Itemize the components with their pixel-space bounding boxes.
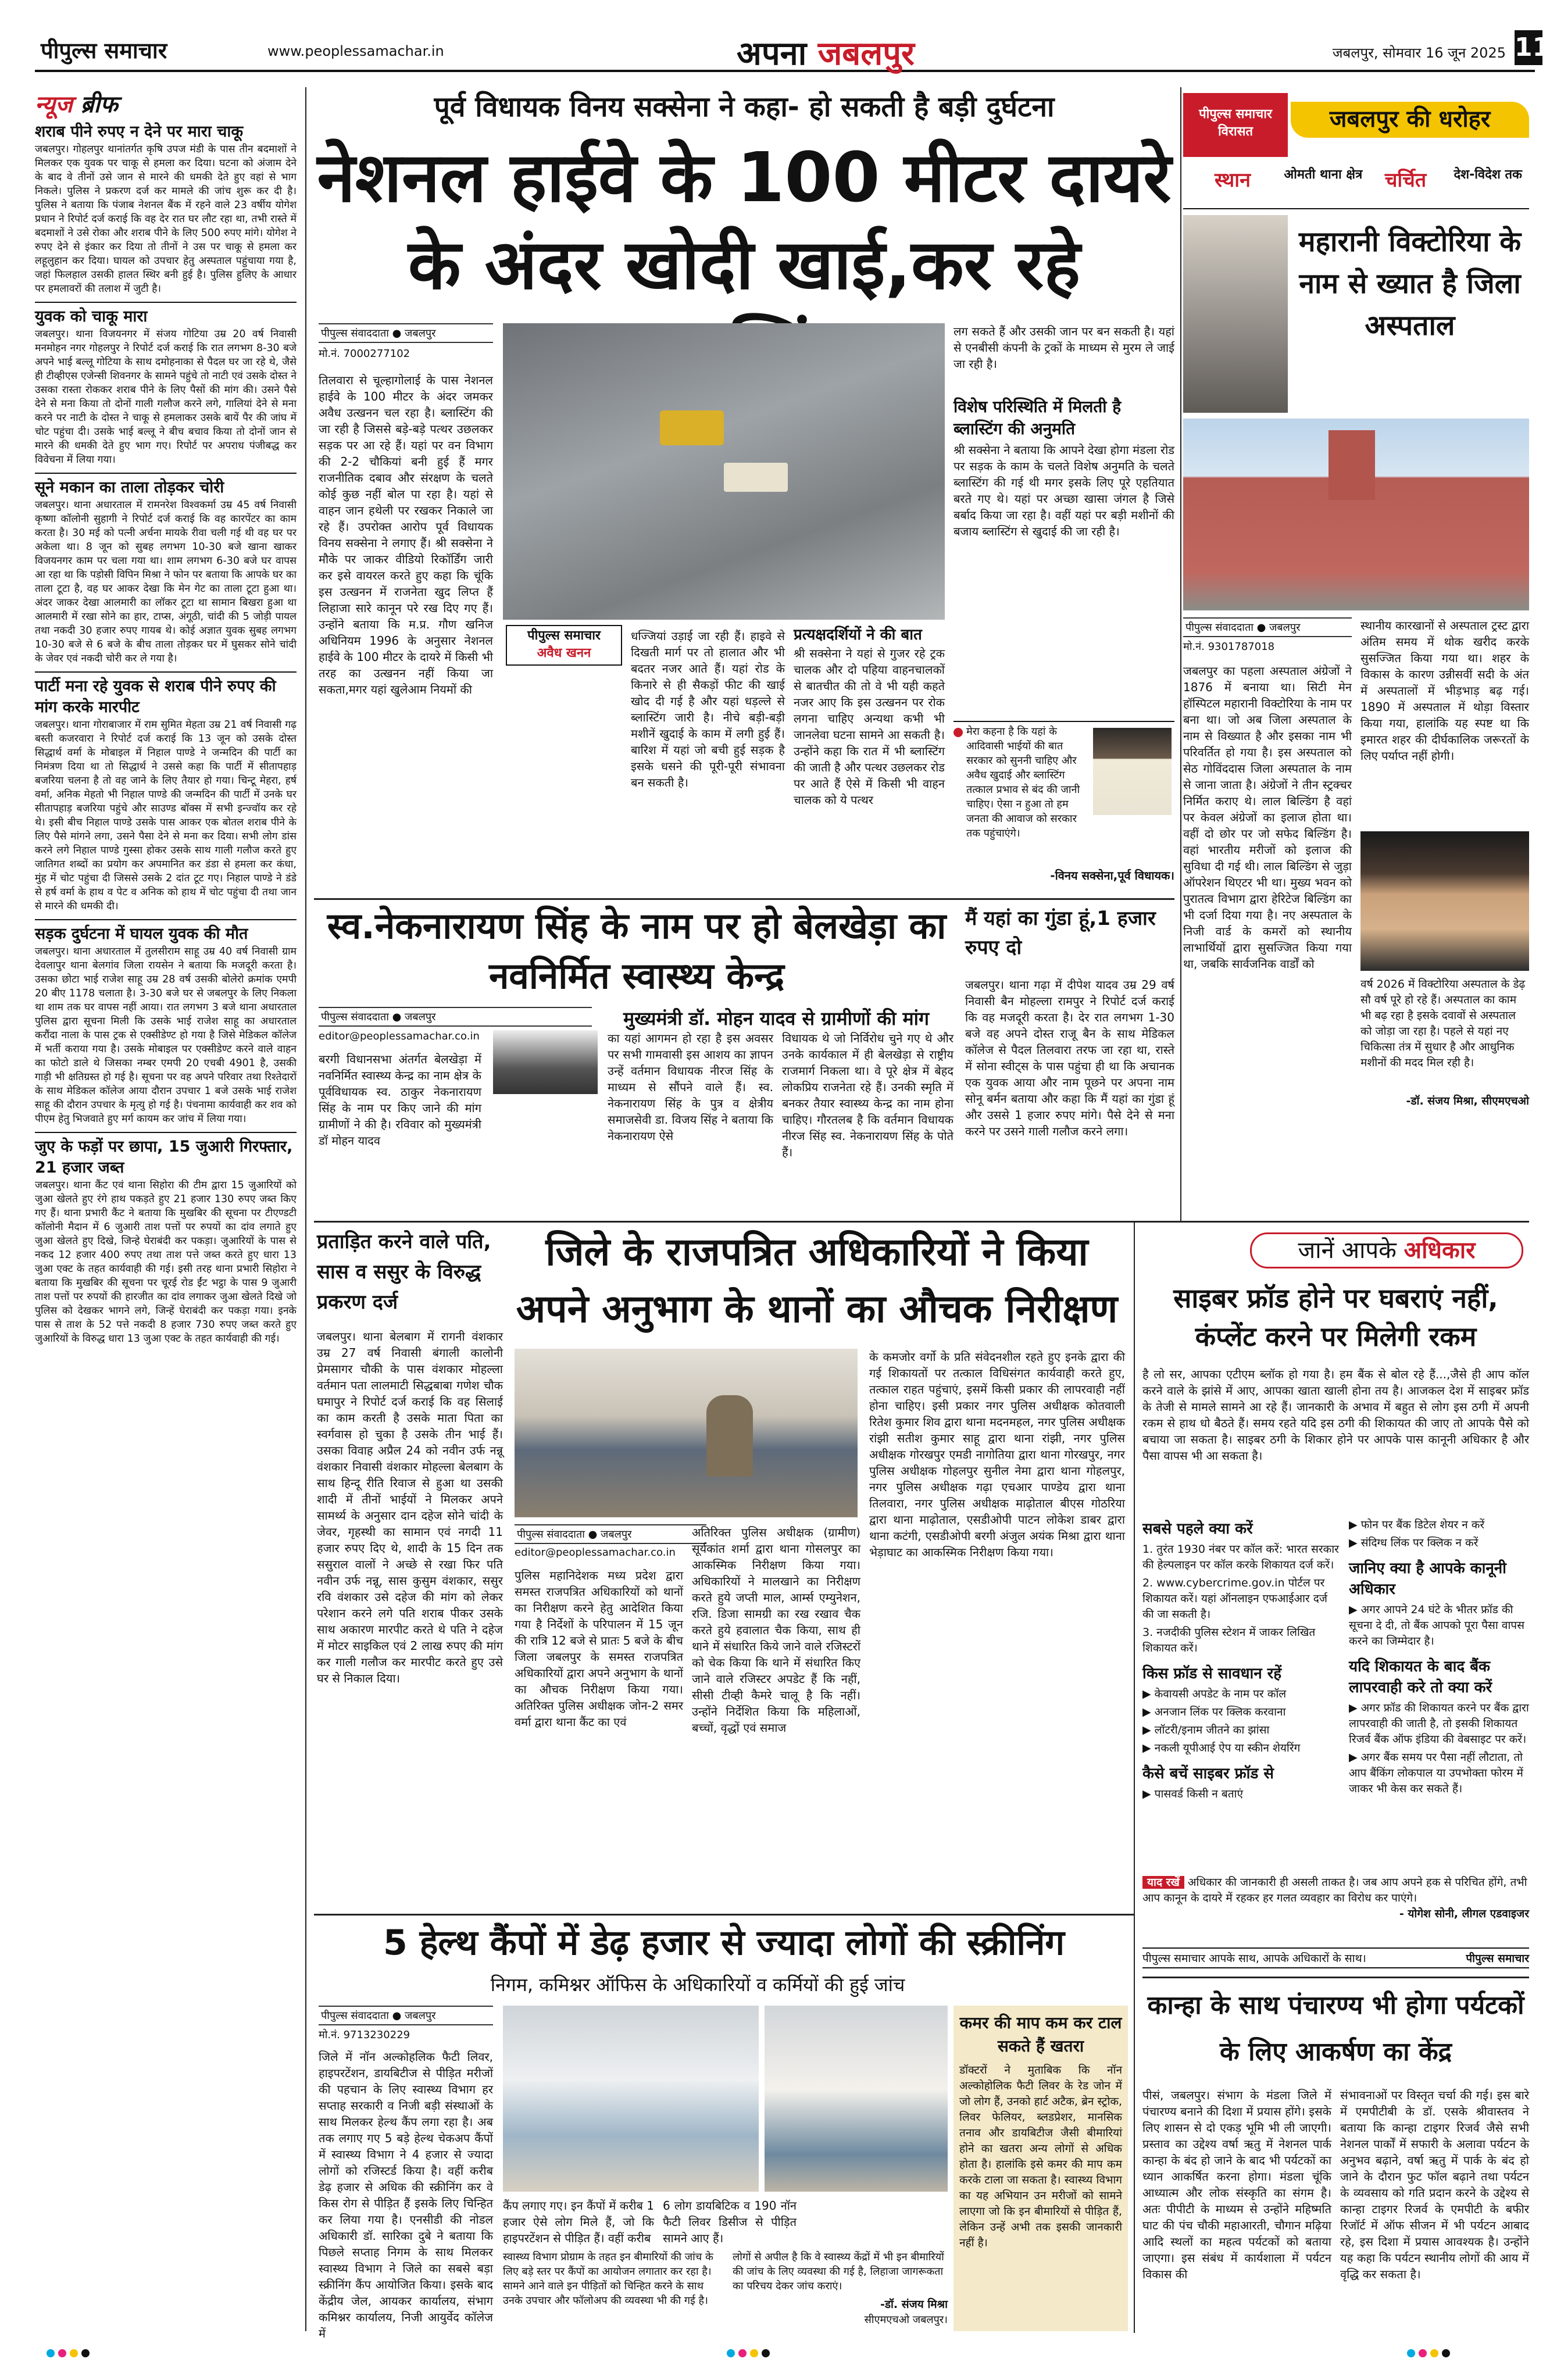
rights-careful-items — [1142, 1686, 1340, 1756]
news-brief-label-a: न्यूज — [35, 91, 73, 118]
section-title — [686, 30, 965, 73]
rights-label-a: जानें आपके — [1298, 1237, 1397, 1264]
goonda-headline: मैं यहां का गुंडा हूं,1 हजार रुपए दो — [965, 907, 1156, 959]
color-registration-right — [1407, 2349, 1523, 2366]
health-col1: जिले में नॉन अल्कोहलिक फैटी लिवर, हाइपरटेंशन, डायबिटीज से पीड़ित मरीजों की पहचान के लिए स्वास्थ्य विभाग हर सप्ताह सरकारी व निजी बड़ी संस्थाओं के साथ मिलकर हेल्थ कैंप लगा रहा है। अब तक लगाए गए 5 बड़े हेल्थ चेकअप कैंपों में स्वास्थ्य विभाग ने 4 हजार से ज्यादा लोगों को रजिस्टर्ड किया है। वहीं करीब डेढ़ हजार से अधिक की स्क्रीनिंग कर वे किस रोग से पीड़ित हैं इसके लिए चिन्हित कर लिया गया है। एनसीडी की नोडल अधिकारी डॉ. सारिका दुबे ने बताया कि पिछले सप्ताह निगम के साथ मिलकर स्वास्थ्य विभाग ने जिले का सबसे बड़ा स्क्रीनिंग कैंप आयोजित किया। इसके बाद केंद्रीय जेल, आयकर कार्यालय, संभाग कमिश्नर कार्यालय, निजी आयुर्वेद कॉलेज में — [319, 2050, 493, 2340]
kanha-headline: कान्हा के साथ पंचारण्य भी होगा पर्यटकों के लिए आकर्षण का केंद्र — [1147, 1991, 1524, 2067]
dowry-headline: प्रताड़ित करने वाले पति, सास व ससुर के विरुद्ध प्रकरण दर्ज — [317, 1230, 491, 1314]
lead-col1: तिलवारा से चूल्हागोलाई के पास नेशनल हाईवे के 100 मीटर के अंदर जमकर अवैध उत्खनन चल रहा है। ब्लास्टिंग की जा रही है जिससे बड़े-बड़े पत्थर उछलकर सड़क पर आ रहे हैं। यहां पर वन विभाग की 2-2 चौकियां बनी हुई हैं मगर राजनीतिक दबाव और संरक्षण के चलते कोई कुछ नहीं बोल पा रहा है। यहां से वाहन जान हथेली पर रखकर निकाले जा रहे हैं। उपरोक्त आरोप पूर्व विधायक विनय सक्सेना ने लगाए हैं। श्री सक्सेना ने मौके पर जाकर वीडियो रिकॉर्डिंग जारी कर इसे वायरल करते हुए कहा कि चूंकि इस उत्खनन में राजनेता खुद लिप्त हैं लिहाजा सारे कानून परे रख दिए गए हैं। उन्होंने बताया कि म.प्र. गौण खनिज अधिनियम 1996 के अनुसार नेशनल हाईवे के 100 मीटर के दायरे में किसी भी तरह का उत्खनन नहीं किया जा सकता,मगर यहां खुलेआम नियमों की — [319, 373, 493, 696]
rights-list-item: ▶ केवायसी अपडेट के नाम पर कॉल — [1142, 1688, 1287, 1700]
nekanarayan-photo — [493, 1030, 598, 1094]
nekanarayan-col2: का यहां आगमन हो रहा है इस अवसर पर सभी गामवासी इस आशय का ज्ञापन उन्हें वर्तमान विधायक नीरज सिंह के माध्यम से सौंपने वाले हैं। स्व. नेकनारायण सिंह के पुत्र व क्षेत्रीय समाजसेवी डा. विजय सिंह ने बताया कि नेकनारायण ऐसे — [608, 1031, 773, 1143]
rights-list-item: 2. www.cybercrime.gov.in पोर्टल पर शिकायत करें। यहां ऑनलाइन एफआईआर दर्ज की जा सकती है। — [1142, 1577, 1327, 1621]
rights-list-item: 1. तुरंत 1930 नंबर पर कॉल करें: भारत सरकार की हेल्पलाइन पर कॉल करके शिकायत दर्ज करें। — [1142, 1543, 1339, 1571]
rights-left-col — [1142, 1517, 1340, 1866]
rights-complaint-title: यदि शिकायत के बाद बैंक लापरवाही करे तो क्या करें — [1349, 1658, 1492, 1696]
rights-footer-brand: पीपुल्स समाचार — [1466, 1952, 1529, 1965]
saxena-photo — [1093, 728, 1172, 815]
black-dot-icon — [762, 2349, 770, 2357]
yellow-dot-icon — [1430, 2349, 1438, 2357]
health-col2: कैंप लगाए गए। इन कैंपों में करीब 1 हजार ऐसे लोग मिले हैं, जो कि हाइपरटेंशन से पीड़ित हैं। वहीं करीब — [503, 2199, 654, 2245]
heritage-quote-author: -डॉ. संजय मिश्रा, सीएमएचओ — [1406, 1095, 1529, 1107]
rights-headline: साइबर फ्रॉड होने पर घबराएं नहीं, कंप्लेंट करने पर मिलेगी रकम — [1173, 1282, 1498, 1352]
illegal-mining-label — [506, 625, 622, 666]
rights-list-item: ▶ अगर आपने 24 घंटे के भीतर फ्रॉड की सूचना दे दी, तो बैंक आपको पूरा पैसा वापस करने का जिम्मेदार है। — [1349, 1603, 1524, 1648]
lead-mobile: मो.नं. 7000277102 — [319, 348, 410, 360]
nekanarayan-col3: विधायक थे जो निर्विरोध चुने गए थे और उनके कार्यकाल में ही बेलखेड़ा से राष्ट्रीय राजमार्ग निकला था। वे पूरे क्षेत्र में बेहद लोकप्रिय राजनेता रहे हैं। उनकी स्मृति में बनकर तैयार स्वास्थ्य केन्द्र का नाम होना चाहिए। गौरतलब है कि वर्तमान विधायक नीरज सिंह स्व. नेकनारायण सिंह के पोते हैं। — [782, 1031, 954, 1159]
brief-headline: पार्टी मना रहे युवक से शराब पीने रुपए की मांग करके मारपीट — [35, 671, 297, 718]
black-dot-icon — [1442, 2349, 1450, 2357]
heritage-tab-world: देश-विदेश तक — [1454, 167, 1522, 182]
brief-body: जबलपुर। थाना कैंट एवं थाना सिहोरा की टीम द्वारा 15 जुआरियों को जुआ खेलते हुए रंगे हाथ पकड़ते हुए 21 हजार 130 रुपए जब्त किए गए हैं। थाना प्रभारी कैंट ने बताया कि मुखबिर की सूचना पर टीएण्डटी कॉलोनी मैदान में 6 जुआरी ताश पत्तों पर रुपयों का दांव लगाते हुए जुआ खेलते हुए दिखे, जिन्हे घेराबंदी कर पकड़ा। जुआरियों के पास से नकद 12 हजार 400 रुपए तथा ताश पत्ते जब्त करते हुए धारा 13 जुआ एक्ट के तहत कार्यवाही की गई। इसी तरह थाना प्रभारी सिहोरा ने बताया कि मुखबिर की सूचना पर चूरई रोड ईंट भट्ठा के पास 9 जुआरी ताश पत्तों पर रुपयों की हारजीत का दांव लगाकर जुआ खेलते दिखे जो पुलिस को देखकर भागने लगे, जिन्हें घेराबंदी कर पकड़ा गया। इनके पास से ताश के 52 पत्ते नकदी 8 हजार 730 रुपए जब्त करते हुए जुआरियों के विरुद्ध धारा 13 जुआ एक्ट के तहत कार्यवाही की गई। — [35, 1180, 297, 1345]
rights-list-item: 3. नजदीकी पुलिस स्टेशन में जाकर लिखित शिकायत करें। — [1142, 1626, 1316, 1654]
color-registration-left — [47, 2349, 163, 2366]
heritage-tab-place: स्थान — [1215, 169, 1251, 192]
quote-icon — [954, 728, 963, 737]
inspection-col1: पुलिस महानिदेशक मध्य प्रदेश द्वारा समस्त राजपत्रित अधिकारियों को थानों का निरीक्षण करने हेतु आदेशित किया गया है निर्देशों के परिपालन में 15 जून की रात्रि 12 बजे से प्रातः 5 बजे के बीच जिला जबलपुर के समस्त राजपत्रित अधिकारियों द्वारा अपने अनुभाग के थानों का औचक निरीक्षण किया गया। अतिरिक्त पुलिस अधीक्षक जोन-2 समर वर्मा द्वारा थाना कैंट का एवं — [515, 1568, 683, 1729]
brief-body: जबलपुर। थाना गोराबाजार में राम सुमित मेहता उम्र 21 वर्ष निवासी गढ़ बस्ती कजरवारा ने रिपोर्ट दर्ज कराई कि 13 जून को उसके दोस्त सिद्धार्थ वर्मा के मोबाइल में निहाल पाण्डे ने जन्मदिन की पार्टी का निमंत्रण दिया था तो सिद्धार्थ ने उससे कहा कि पार्टी में सीतापहाड़ बजरिया चलना है तो वह जाने के लिए तैयार हो गया। चिन्टू मेहरा, हर्ष वर्मा, अनिक मेहतो भी निहाल पाण्डे की जन्मदिन की पार्टी में उनके घर सीतापहाड़ बजरिया पहुंचे और साउण्ड बॉक्स में सभी इन्ज्वॉय कर रहे थे। इसी बीच निहाल पाण्डे उसके पास आकर एक बोतल शराब पीने के लिए पैसे मांगने लगा, उसने पैसा देने से मना कर दिया। सभी लोग डांस करने लगे निहाल पाण्डे गुस्सा होकर उसके साथ गाली गलौज करते हुए जातिगत शब्दों का प्रयोग कर अपमानित कर डंडा से हमला कर कंधा, मुंह में चोट पहुंचा दी जिससे उसके 2 दांत टूट गए। निहाल पाण्डे ने डंडे से हर्ष वर्मा के हाथ व पेट व अनिक को हाथ में चोट पहुंचा दी तथा जान से मारने की धमकी दी। — [35, 719, 297, 912]
victoria-hospital-photo — [1183, 419, 1529, 610]
brief-body: जबलपुर। थाना विजयनगर में संजय गोटिया उम्र 20 वर्ष निवासी मनमोहन नगर गोहलपुर ने रिपोर्ट दर्ज कराई कि रात लगभग 8-30 बजे अपने भाई बल्लू गोटिया के साथ दमोहनाका से पैदल घर जा रहे थे, जैसे ही टीव्हीएस एजेन्सी शिवनगर के सामने पहुंचे तो नाटी एवं उसके दोस्त ने उसका रास्ता रोककर शराब पीने के लिए पैसों की मांग की। उसने पैसे देने से मना किया तो दोनों गाली गलौज करने लगे, गालियां देने से मना करने पर नाटी के दोस्त ने चाकू से हमलाकर उसके बायें पैर की जांघ में चोट पहुंचा दी। उसके भाई बल्लू ने बीच बचाव किया तो दोनों जान से मारने की धमकी देते हुए भाग गए। रिपोर्ट पर अपराध पंजीबद्ध कर विवेचना में लिया गया। — [35, 328, 297, 466]
dowry-body: जबलपुर। थाना बेलबाग में रागनी वंशकार उम्र 27 वर्ष निवासी बंगाली कालोनी प्रेमसागर चौकी के पास वंशकार मोहल्ला वर्तमान पता लालमाटी सिद्धबाबा गणेश चौक घमापुर ने रिपोर्ट दर्ज कराई कि वह सिलाई का काम करती है उसके माता पिता का स्वर्गवास हो चुका है उसके तीन भाई हैं। उसका विवाह अप्रैल 24 को नवीन उर्फ नन्नू वंशकार निवासी वंशकार मोहल्ला बेलबाग के साथ हिन्दू रीति रिवाज से हुआ था उसकी शादी में तीनों भाईयों ने मिलकर अपने सामर्थ्य के अनुसार दान दहेज सोने चांदी के जेवर, गृहस्थी का सामान एवं नगदी 11 हजार रुपए दिए थे, शादी के 15 दिन तक ससुराल वालों ने अच्छे से रखा फिर पति नवीन उर्फ नन्नू, सास कुसुम वंशकार, ससुर रवि वंशकार उसे दहेज की मांग को लेकर परेशान करने लगे पति शराब पीकर उसके साथ अकारण मारपीट करते थे पति ने दहेज में मोटर साइकिल एवं 2 लाख रुपए की मांग कर गाली गलौज कर मारपीट करते हुए उसे घर से निकाल दिया। — [317, 1330, 503, 1685]
lead-byline: पीपुल्स संवाददाता ● जबलपुर — [319, 323, 493, 343]
lead-col4: लग सकते हैं और उसकी जान पर बन सकती है। यहां से एनबीसी कंपनी के ट्रकों के माध्यम से मुरम ले जाई जा रही है। — [954, 324, 1174, 371]
color-registration-center — [727, 2349, 843, 2366]
heritage-tab-famous: चर्चित — [1384, 169, 1427, 192]
heritage-col1: जबलपुर का पहला अस्पताल अंग्रेजों ने 1876 में बनाया था। सिटी मेन हॉस्पिटल महारानी विक्टोरिया के नाम पर बना था। जो अब जिला अस्पताल के नाम से विख्यात है और इसका नाम भी परिवर्तित हो गया है। इस अस्पताल को सेठ गोविंददास जिला अस्पताल के नाम से जाना जाता है। अंग्रेजों ने तीन स्ट्रक्चर निर्मित कराए थे। लाल बिल्डिंग है वहां पर केवल अंग्रेजों का इलाज होता था। वहीं दो छोर पर जो सफेद बिल्डिंग है। वहां भारतीय मरीजों को इलाज की सुविधा दी गई थी। लाल बिल्डिंग से जुड़ा ऑपरेशन थिएटर भी था। मुख्य भवन को पुरातत्व विभाग द्वारा हेरिटेज बिल्डिंग का भी दर्जा दिया गया है। नए अस्पताल के निजी वार्ड के कमरों को स्थानीय लाभार्थियों द्वारा सुसज्जित किया गया था, जबकि सार्वजनिक वार्डों को — [1183, 664, 1352, 971]
health-byline: पीपुल्स संवाददाता ● जबलपुर — [319, 2006, 493, 2025]
rights-list-item: ▶ संदिग्ध लिंक पर क्लिक न करें — [1349, 1536, 1479, 1549]
rights-note-label: याद रखें — [1142, 1876, 1184, 1889]
rights-avoid-title: कैसे बचें साइबर फ्रॉड से — [1142, 1765, 1274, 1782]
mining-photo — [503, 323, 945, 620]
goonda-body: जबलपुर। थाना गढ़ा में दीपेश यादव उम्र 29 वर्ष निवासी बैन मोहल्ला रामपुर ने रिपोर्ट दर्ज कराई कि वह मजदूरी करता है। देर रात लगभग 1-30 बजे वह अपने दोस्त राजू बैन के साथ मेडिकल कॉलेज से पैदल तिलवारा तरफ जा रहा था, रास्ते में सोना स्वीट्स के पास पहुंचा ही था कि अचानक एक युवक आया और नाम पूछने पर अपना नाम सोनू बर्मन बताया और कहा कि मैं यहां का गुंडा हूं और उससे 1 हजार रुपए मांगे। पैसे देने से मना करने पर उसने गाली गलौज करने लगा। — [965, 978, 1174, 1138]
heritage-title: जबलपुर की धरोहर — [1291, 102, 1529, 138]
page-number: 11 — [1515, 30, 1542, 65]
lead-col4b: श्री सक्सेना ने बताया कि आपने देखा होगा मंडला रोड पर सड़क के काम के चलते विशेष अनुमति के चलते ब्लास्टिंग की गई थी मगर इसके लिए पूरे एहतियात बरते गए थे। यहां पर अच्छा खासा जंगल है जिसे बर्बाद किया जा रहा है। वहीं यहां पर बड़ी मशीनों की बजाय ब्लास्टिंग से खुदाई की जा रही है। — [954, 443, 1174, 538]
section-title-b: जबलपुर — [817, 35, 915, 73]
health-subhead: निगम, कमिश्नर ऑफिस के अधिकारियों व कर्मियों की हुई जांच — [490, 1974, 905, 1996]
rights-list-item: ▶ अनजान लिंक पर क्लिक करवाना — [1142, 1706, 1286, 1718]
rights-list-item: ▶ नकली यूपीआई ऐप या स्कीन शेयरिंग — [1142, 1742, 1301, 1754]
health-quote-role: सीएमएचओ जबलपुर। — [864, 2314, 948, 2326]
rights-list-item: ▶ अगर बैंक समय पर पैसा नहीं लौटाता, तो आप बैंकिंग लोकपाल या उपभोक्ता फोरम में जाकर भी केस कर सकते हैं। — [1349, 1751, 1523, 1795]
issue-date: जबलपुर, सोमवार 16 जून 2025 — [1332, 45, 1506, 61]
rights-intro: है लो सर, आपका एटीएम ब्लॉक हो गया है। हम बैंक से बोल रहे हैं...,जैसे ही आप कॉल करने वाले के झांसे में आए, आपका खाता खाली होना तय है। आजकल देश में साइबर फ्रॉड के तेजी से मामले सामने आ रहे हैं। जानकारी के अभाव में बहुत से लोग इस ठगी में अपनी रकम से हाथ धो बैठते हैं। समय रहते यदि इस ठगी की शिकायत की जाए तो आपके पैसे को बचाया जा सकता है। साइबर ठगी के शिकार होने पर आपके पास कानूनी अधिकार है और पैसा वापस भी आ सकता है। — [1142, 1367, 1529, 1463]
heritage-badge: पीपुल्स समाचार विरासत — [1183, 93, 1288, 157]
rights-complaint-items — [1349, 1700, 1529, 1797]
sanjay-mishra-photo — [1360, 831, 1529, 971]
lead-quote-box — [954, 721, 1174, 895]
nekanarayan-byline: पीपुल्स संवाददाता ● जबलपुर — [319, 1007, 592, 1027]
news-brief-label — [35, 87, 297, 119]
inspection-col2: अतिरिक्त पुलिस अधीक्षक (ग्रामीण) सूर्यकांत शर्मा द्वारा थाना गोसलपुर का आकस्मिक निरीक्षण किया गया। अधिकारियों ने मालखाने का निरीक्षण करते हुये जप्ती माल, आर्म्स एम्युनेशन, रजि. डिजा सामग्री का रख रखाव चैक करते हुये हवालात चैक किया, साथ ही थाने में संधारित किये जाने वाले रजिस्टरों को चेक किया कि थाने में संधारित किए जाने वाले रजिस्टर अपडेट हैं कि नहीं, सीसी टीव्ही कैमरे चालू है कि नहीं। उन्होंने निर्देशित किया कि महिलाओं, बच्चों, वृद्धों एवं समाज — [692, 1525, 860, 1735]
yellow-dot-icon — [750, 2349, 758, 2357]
illegal-mining-label-b: अवैध खनन — [537, 646, 591, 660]
heritage-col2: स्थानीय कारखानों से अस्पताल ट्रस्ट द्वारा अंतिम समय में थोक खरीद करके सुसज्जित किया गया था। शहर के विकास के कारण उन्नीसवीं सदी के अंत में अस्पतालों में भीड़भाड़ बढ़ गई। 1890 में अस्पताल में थोड़ा विस्तार किया गया, हालांकि यह स्पष्ट था कि इमारत शहर की दीर्घकालिक जरूरतों के लिए पर्याप्त नहीं होगी। — [1360, 619, 1529, 763]
inspection-email[interactable]: editor@peoplessamachar.co.in — [515, 1546, 676, 1559]
news-brief-label-b: ब्रीफ — [80, 91, 118, 118]
heritage-quote: वर्ष 2026 में विक्टोरिया अस्पताल के डेढ़ सौ वर्ष पूरे हो रहे हैं। अस्पताल का काम भी बढ़ रहा है इसके दवावों से अस्पताल को जोड़ा जा रहा है। पहले से यहां नए चिकित्सा तंत्र में सुधार है और आधुनिक मशीनों की मदद मिल रही है। — [1360, 978, 1526, 1069]
brief-body: जबलपुर। थाना अधारताल में तुलसीराम साहू उम्र 40 वर्ष निवासी ग्राम देवलापुर थाना बेलगांव जिला रायसेन ने बताया कि मजदूरी करता है। उसका छोटा भाई राजेश साहू उम्र 28 वर्ष उसकी बोलेरो क्रमांक एमपी 20 बीए 1178 चलाता है। 3-30 बजे घर से जबलपुर के लिए निकला था शाम तक घर वापस नहीं आया। रात लगभग 3 बजे थाना अधारताल पुलिस द्वारा सूचना मिली कि उसके भाई राजेश साहू का अधारताल करौंदा नाला के पास ट्रक से एक्सीडेण्ट हो गया है जिसे मेडिकल कॉलेज में भर्ती कराया गया है। उसके मोबाइल पर एक्सीडेण्ट करने वाले वाहन का फोटो डाले थे जिसका नम्बर एमपी 20 एचबी 4901 है, उसकी गाड़ी भी क्षतिग्रस्त हो गई है। सूचना पर वह अपने परिवार तथा रिश्तेदारों के साथ मेडिकल कॉलेज आया दौरान उपचार 1 बजे उसके भाई राजेश साहू की दौरान उपचार के मृत्यु हो गई है। पंचनामा कार्यवाही कर शव को पीएम हेतु भिजवाते हुए मर्ग कायम कर जांच में लिया गया। — [35, 946, 297, 1125]
health-quote-author: -डॉ. संजय मिश्रा — [880, 2298, 948, 2311]
news-brief-list — [35, 121, 297, 1346]
rights-careful-title: किस फ्रॉड से सावधान रहें — [1142, 1665, 1282, 1682]
lead-sub2: विशेष परिस्थिति में मिलती है ब्लास्टिंग की अनुमति — [954, 397, 1122, 438]
rights-note — [1142, 1875, 1529, 1945]
magenta-dot-icon — [58, 2349, 66, 2357]
rights-note-author: - योगेश सोनी, लीगल एडवाइजर — [1399, 1907, 1529, 1920]
rights-first-title: सबसे पहले क्या करें — [1142, 1520, 1253, 1538]
lead-quote-author: -विनय सक्सेना,पूर्व विधायक। — [1050, 869, 1174, 882]
nekanarayan-col1: बरगी विधानसभा अंतर्गत बेलखेड़ा में नवनिर्मित स्वास्थ्य केन्द्र का नाम क्षेत्र के पूर्वविधायक स्व. ठाकुर नेकनारायण सिंह के नाम पर किए जाने की मांग ग्रामीणों ने की है। रविवार को मुख्यमंत्री डॉ मोहन यादव — [319, 1052, 481, 1148]
officer-shape — [706, 1395, 753, 1477]
waist-body: डॉक्टरों ने मुताबिक कि नॉन अल्कोहोलिक फैटी लिवर के रेड जोन में जो लोग हैं, उनको हार्ट अटैक, ब्रेन स्ट्रोक, लिवर फेलियर, ब्लडप्रेशर, मानसिक तनाव और डायबिटीज जैसी बीमारियां होने का खतरा अन्य लोगों से अधिक होता है। हालांकि इसे कमर की माप कम करके टाला जा सकता है। स्वास्थ्य विभाग का यह अभियान उन मरीजों को सामने लाएगा जो कि इन बीमारियों से पीड़ित हैं, लेकिन उन्हें अभी तक इसकी जानकारी नहीं है। — [959, 2064, 1122, 2249]
lead-kicker: पूर्व विधायक विनय सक्सेना ने कहा- हो सकती है बड़ी दुर्घटना — [434, 91, 1055, 123]
lead-col2: धज्जियां उड़ाई जा रही हैं। हाइवे से दिखती मार्ग पर तो हालात और भी बदतर नजर आते हैं। यहां रोड के किनारे से ही सैकड़ों फीट की खाई खोद दी गई है और यहां धड़ल्ले से ब्लास्टिंग जारी है। नीचे बड़ी-बड़ी मशीनें खुदाई के काम में लगी हुई हैं। बारिश में यहां जो बची हुई सड़क है इसके धसने की पूरी-पूरी संभावना बन सकती है। — [631, 629, 785, 789]
brief-headline: सड़क दुर्घटना में घायल युवक की मौत — [35, 919, 297, 945]
news-brief-column — [35, 87, 297, 2331]
hospital-entrance-photo — [1183, 215, 1288, 413]
rights-avoid-items — [1142, 1786, 1340, 1802]
health-col3: 6 लोग डायबिटिक व 190 नॉन फैटी लिवर डिसीज से पीड़ित सामने आए हैं। — [663, 2199, 797, 2245]
kanha-col2: संभावनाओं पर विस्तृत चर्चा की गई। इस बारे में एमपीटीबी के डॉ. एसके श्रीवास्तव ने बताया कि कान्हा टाइगर रिजर्व जैसे सभी नेशनल पार्कों में सफारी के अलावा पर्यटन के अनुभव बढ़ाने, वर्षा ऋतु में पार्क के बंद हो जाने के दौरान फुट फॉल बढ़ाने तथा पर्यटन के व्यवसाय को गति प्रदान करने के उद्देश्य से कान्हा टाइगर रिजर्व के एमपीटी के बफीर रिजॉर्ट में ऑफ सीजन में भी पर्यटन आबाद रहे, इस दिशा में प्रयास आवश्यक है। उन्होंने यह कहा कि पर्यटन स्थानीय लोगों की आय में वृद्धि कर सकता है। — [1340, 2088, 1529, 2281]
rights-list-item: ▶ फोन पर बैंक डिटेल शेयर न करें — [1349, 1518, 1485, 1531]
brief-headline: शराब पीने रुपए न देने पर मारा चाकू — [35, 123, 244, 141]
rights-right-col — [1349, 1517, 1529, 1866]
lead-quote: मेरा कहना है कि यहां के आदिवासी भाईयों की बात सरकार को सुननी चाहिए और अवैध खुदाई और ब्लास्टिंग तत्काल प्रभाव से बंद की जानी चाहिए। ऐसा न हुआ तो हम जनता की आवाज को सरकार तक पहुंचाएंगे। — [966, 726, 1080, 839]
black-dot-icon — [81, 2349, 90, 2357]
brand-url[interactable]: www.peoplessamachar.in — [267, 43, 444, 59]
heritage-byline: पीपुल्स संवाददाता ● जबलपुर — [1183, 617, 1352, 637]
magenta-dot-icon — [738, 2349, 747, 2357]
health-camp-photo — [503, 2006, 759, 2192]
rights-footer-text: पीपुल्स समाचार आपके साथ, आपके अधिकारों के साथ। — [1142, 1952, 1366, 1965]
health-quote: स्वास्थ्य विभाग प्रोग्राम के तहत इन बीमारियों की जांच के लिए बड़े स्तर पर कैंपों का आयोजन लगातार कर रहा है। सामने आने वाले इन पीड़ितों को चिन्हित करने के साथ उनके उपचार और फॉलोअप की व्यवस्था भी की गई है। — [503, 2251, 713, 2307]
section-title-a: अपना — [737, 35, 807, 73]
rights-legal-title: जानिए क्या है आपके कानूनी अधिकार — [1349, 1560, 1506, 1598]
brief-body: जबलपुर। गोहलपुर थानांतर्गत कृषि उपज मंडी के पास तीन बदमाशों ने मिलकर एक युवक पर चाकू से हमला कर दिया। घटना को अंजाम देने के बाद वे तीनों उसे जान से मारने की धमकी देते हुए वहां से भाग निकले। पुलिस ने प्रकरण दर्ज कर मामले की जांच शुरू कर दी है। पुलिस ने बताया कि पंजाब नेशनल बैंक में रहने वाले 23 वर्षीय योगेश प्रधान ने रिपोर्ट दर्ज कराई कि वह देर रात घर लौट रहा था, तभी रास्ते में बदमाशों ने उसे रोका और शराब पीने के लिए 500 रुपए मांगे। योगेश ने रुपए देने से इंकार कर दिया तो तीनों ने उस पर चाकू से हमला कर लहूलुहान कर दिया। घायल को उपचार हेतु अस्पताल पहुंचाया गया है, जहां फिलहाल उसकी हालत स्थिर बनी हुई है। पुलिस हुलिए के आधार पर हमलावरों की तलाश में जुटी है। — [35, 144, 297, 295]
rights-list-item: ▶ लॉटरी/इनाम जीतने का झांसा — [1142, 1724, 1270, 1736]
cyan-dot-icon — [1407, 2349, 1415, 2357]
rights-avoid-extra — [1349, 1517, 1529, 1551]
rights-legal-items — [1349, 1602, 1529, 1649]
health-quote-b: लोगों से अपील है कि वे स्वास्थ्य केंद्रों में भी इन बीमारियों की जांच के लिए व्यवस्था की गई है, लिहाजा जागरूकता का परिचय देकर जांच कराएं। — [733, 2251, 944, 2292]
inspection-photo — [515, 1349, 858, 1517]
lead-col3: श्री सक्सेना ने यहां से गुजर रहे ट्रक चालक और दो पहिया वाहनचालकों से बातचीत की तो वे भी यही कहते नजर आए कि इस उत्खनन पर रोक लगना चाहिए अन्यथा कभी भी जानलेवा घटना सामने आ सकती है। उन्होंने कहा कि रात में भी ब्लास्टिंग की जाती है और पत्थर उछलकर रोड पर आते हैं ऐसे में किसी भी वाहन चालक को ये पत्थर — [794, 646, 945, 807]
truck-shape — [724, 463, 788, 492]
cyan-dot-icon — [47, 2349, 55, 2357]
brief-body: जबलपुर। थाना अधारताल में रामनरेश विश्वकर्मा उम्र 45 वर्ष निवासी कृष्णा कॉलोनी सुहागी ने रिपोर्ट दर्ज कराई कि वह कारपेंटर का काम करता है। 30 मई को पत्नी अर्चना मायके रीवा चली गई थी वह घर पर अकेला था। 8 जून को सुबह लगभग 10-30 बजे खाना खाकर विजयनगर काम पर चला गया था। शाम लगभग 6-30 बजे घर वापस आ रहा था कि पड़ोसी विपिन मिश्रा ने फोन पर बताया कि आपके घर का ताला टूटा है, वह घर आकर देखा कि मेन गेट का ताला टूटा हुआ था। अंदर जाकर देखा आलमारी का लॉकर टूटा था सामान बिखरा हुआ था आलमारी में रखा सोने का हार, टाप्स, अंगूठी, चांदी की 5 जोड़ी पायल तथा नकदी 30 हजार रुपए गायब थे। कोई अज्ञात युवक सुबह लगभग 10-30 बजे से 6 बजे के बीच ताला तोड़कर घर में घुसकर सोने चांदी के जेवर एवं नकदी चोरी कर ले गया है। — [35, 499, 297, 664]
kanha-col1: पीसं, जबलपुर। संभाग के मंडला जिले में पंचारण्य बनाने की दिशा में प्रयास होंगे। इसके लिए शासन से दो एकड़ भूमि भी ली जाएगी। प्रस्ताव का उद्देश्य वर्षा ऋतु में नेशनल पार्क कान्हा के बंद हो जाने के बाद भी पर्यटकों का ध्यान आकर्षित करना होगा। मंडला चूंकि आध्यात्म और लोक संस्कृति का संगम है। अतः पीपीटी के माध्यम से उन्होंने महिष्मति घाट की पंच चौकी महाआरती, चौगान मढ़िया आदि स्थलों का महत्व पर्यटकों को बताया जाएगा। इस संबंध में कार्यशाला में पर्यटन विकास की — [1142, 2088, 1331, 2281]
brief-headline: युवक को चाकू मारा — [35, 302, 297, 327]
health-mobile: मो.नं. 9713230229 — [319, 2029, 410, 2041]
rights-list-item: ▶ पासवर्ड किसी न बताएं — [1142, 1788, 1243, 1800]
inspection-headline: जिले के राजपत्रित अधिकारियों ने किया अपने अनुभाग के थानों का औचक निरीक्षण — [516, 1230, 1118, 1331]
brief-headline: जुए के फड़ों पर छापा, 15 जुआरी गिरफ्तार, 21 हजार जब्त — [35, 1132, 297, 1178]
magenta-dot-icon — [1419, 2349, 1427, 2357]
nekanarayan-subhead: मुख्यमंत्री डॉ. मोहन यादव से ग्रामीणों की मांग — [623, 1007, 929, 1030]
waist-box — [954, 2006, 1128, 2331]
hospital-tower-shape — [1329, 430, 1375, 500]
masthead — [35, 30, 1551, 73]
health-headline: 5 हेल्थ कैंपों में डेढ़ हजार से ज्यादा लोगों की स्क्रीनिंग — [383, 1922, 1065, 1963]
illegal-mining-label-a: पीपुल्स समाचार — [527, 628, 601, 643]
nekanarayan-headline: स्व.नेकनारायण सिंह के नाम पर हो बेलखेड़ा का नवनिर्मित स्वास्थ्य केन्द्र — [327, 905, 947, 997]
inspection-col3: के कमजोर वर्गो के प्रति संवेदनशील रहते हुए इनके द्वारा की गई शिकायतों पर तत्काल विधिसंगत कार्यवाही करते हुए, तत्काल राहत पहुंचाएं, इसमें किसी प्रकार की लापरवाही नहीं होना चाहिए। इसी प्रकार नगर पुलिस अधीक्षक कोतवाली रितेश कुमार शिव द्वारा थाना मदनमहल, नगर पुलिस अधीक्षक रांझी सतीश कुमार साहू द्वारा थाना रांझी, नगर पुलिस अधीक्षक गोरखपुर एमडी नागोतिया द्वारा थाना गोरखपुर, नगर पुलिस अधीक्षक गोहलपुर सुनील नेमा द्वारा थाना गोहलपुर, नगर पुलिस अधीक्षक गढ़ा एचआर पाण्डेय द्वारा थाना तिलवारा, नगर पुलिस अधीक्षक माढ़ोताल बीएस गोठरिया द्वारा थाना माढ़ोताल, एसडीओपी पाटन लोकेश डाबर द्वारा थाना कटंगी, एसडीओपी बरगी अंजुल अयंक मिश्रा द्वारा थाना भेड़ाघाट का आकस्मिक निरीक्षण किया गया। — [869, 1350, 1125, 1559]
lead-sub1: प्रत्यक्षदर्शियों ने की बात — [794, 626, 922, 644]
brief-headline: सूने मकान का ताला तोड़कर चोरी — [35, 473, 297, 498]
nekanarayan-email[interactable]: editor@peoplessamachar.co.in — [319, 1030, 480, 1042]
rights-first-items — [1142, 1542, 1340, 1656]
waist-headline: कमर की माप कम कर टाल सकते हैं खतरा — [959, 2013, 1122, 2056]
excavator-shape — [660, 410, 724, 445]
cyan-dot-icon — [727, 2349, 735, 2357]
lead-headline: नेशनल हाईवे के 100 मीटर दायरे के अंदर खोदी खाई,कर रहे — [317, 137, 1172, 305]
rights-label-b: अधिकार — [1404, 1237, 1476, 1264]
rights-note-text: अधिकार की जानकारी ही असली ताकत है। जब आप अपने हक से परिचित होंगे, तभी आप कानून के दायरे में रहकर हर गलत व्यवहार का विरोध कर पाएंगे। — [1142, 1876, 1527, 1904]
inspection-byline: पीपुल्स संवाददाता ● जबलपुर — [515, 1524, 706, 1544]
heritage-tab-area: ओमती थाना क्षेत्र — [1284, 167, 1363, 182]
heritage-tabs — [1183, 157, 1529, 209]
health-camp-photo-2 — [765, 2006, 948, 2192]
rights-footer — [1142, 1947, 1529, 1968]
yellow-dot-icon — [70, 2349, 78, 2357]
heritage-mobile: मो.नं. 9301787018 — [1183, 641, 1275, 653]
heritage-headline: महारानी विक्टोरिया के नाम से ख्यात है जिला अस्पताल — [1298, 226, 1522, 342]
brand-logo: पीपुल्स समाचार — [41, 38, 167, 63]
rights-list-item: ▶ अगर फ्रॉड की शिकायत करने पर बैंक द्वारा लापरवाही की जाती है, तो इसकी शिकायत रिजर्व बैंक ऑफ इंडिया की वेबसाइट पर करें। — [1349, 1702, 1529, 1746]
rights-label — [1250, 1232, 1523, 1268]
